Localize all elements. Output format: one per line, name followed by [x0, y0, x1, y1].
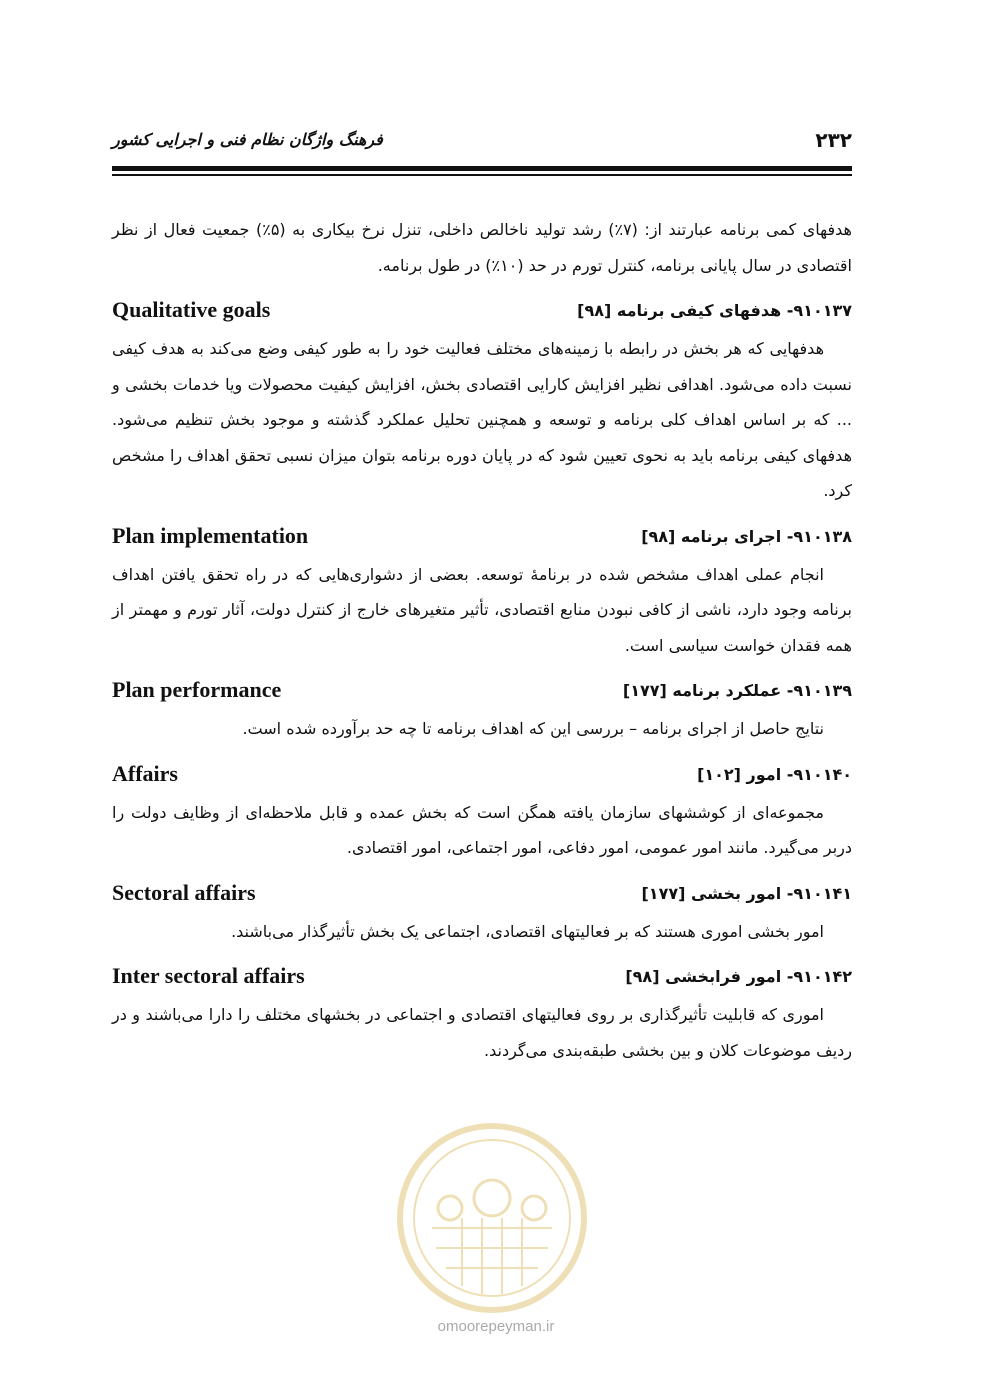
- term-persian: ۹۱۰۱۳۷- هدفهای کیفی برنامه [۹۸]: [577, 301, 852, 320]
- glossary-entry: [112, 961, 852, 1068]
- term-english: Inter sectoral affairs: [112, 963, 305, 988]
- term-english: Sectoral affairs: [112, 879, 256, 905]
- term-definition: انجام عملی اهداف مشخص شده در برنامۀ توسعه. بعضی از دشواری‌هایی که در راه تحقق یافتن اهداف برنامه وجود دارد، ناشی از کافی نبودن منابع اقتصادی، تأثیر متغیرهای خارج از کنترل دولت، آثار تورم و مهمتر از همه فقدان خواست سیاسی است.: [112, 564, 852, 655]
- page-header: [112, 128, 852, 164]
- entry-heading: [112, 759, 852, 795]
- watermark-site-url: omoorepeyman.ir: [437, 1318, 555, 1335]
- page-content: [112, 212, 852, 1068]
- header-rule-thick: [112, 166, 852, 171]
- intro-paragraph: هدفهای کمی برنامه عبارتند از: (۷٪) رشد تولید ناخالص داخلی، تنزل نرخ بیکاری به (۵٪) جمعیت فعال از نظر اقتصادی در سال پایانی برنامه، کنترل تورم در حد (۱۰٪) در طول برنامه.: [112, 220, 852, 275]
- header-rule-thin: [112, 174, 852, 176]
- term-persian: ۹۱۰۱۳۹- عملکرد برنامه [۱۷۷]: [622, 681, 852, 700]
- watermark-seal-icon: [392, 1118, 592, 1318]
- glossary-entry: [112, 878, 852, 950]
- entry-heading: [112, 295, 852, 331]
- entry-heading: [112, 878, 852, 914]
- term-persian: ۹۱۰۱۴۰- امور [۱۰۲]: [697, 764, 852, 784]
- term-definition: مجموعه‌ای از کوششهای سازمان یافته همگن است که بخش عمده و قابل ملاحظه‌ای از وظایف دولت را دربر می‌گیرد. مانند امور عمومی، امور دفاعی، امور اجتماعی، امور اقتصادی.: [112, 802, 852, 857]
- term-persian: ۹۱۰۱۳۸- اجرای برنامه [۹۸]: [641, 526, 852, 546]
- term-definition: امور بخشی اموری هستند که بر فعالیتهای اقتصادی، اجتماعی یک بخش تأثیرگذار می‌باشند.: [231, 921, 824, 941]
- book-title: فرهنگ واژگان نظام فنی و اجرایی کشور: [112, 130, 383, 149]
- page-number: ۲۳۲: [815, 128, 852, 152]
- term-definition: اموری که قابلیت تأثیرگذاری بر روی فعالیتهای اقتصادی و اجتماعی در بخشهای مختلف را دارا می‌باشند و در ردیف موضوعات کلان و بین بخشی طبقه‌بندی می‌گردند.: [112, 1005, 852, 1060]
- term-persian: ۹۱۰۱۴۱- امور بخشی [۱۷۷]: [641, 883, 852, 903]
- term-english: Affairs: [112, 760, 178, 786]
- term-definition: نتایج حاصل از اجرای برنامه – بررسی این که اهداف برنامه تا چه حد برآورده شده است.: [242, 719, 824, 738]
- glossary-entry: [112, 759, 852, 866]
- glossary-entry: [112, 521, 852, 664]
- term-definition: هدفهایی که هر بخش در رابطه با زمینه‌های مختلف فعالیت خود را به طور کیفی وضع می‌کند به هدف کیفی نسبت داده می‌شود. اهدافی نظیر افزایش کارایی اقتصادی بخش، افزایش کیفیت محصولات ویا خدمات بخشی و ... که بر اساس اهداف کلی برنامه و توسعه و همچنین تحلیل عملکرد گذشته و موجود بخش تنظیم می‌شود. هدفهای کیفی برنامه باید به نحوی تعیین شود که در پایان دوره برنامه بتوان میزان نسبی تحقق اهداف را مشخص کرد.: [112, 339, 852, 500]
- term-english: Plan implementation: [112, 522, 309, 548]
- term-english: Qualitative goals: [112, 297, 271, 322]
- glossary-entry: [112, 295, 852, 509]
- term-persian: ۹۱۰۱۴۲- امور فرابخشی [۹۸]: [625, 967, 852, 986]
- entry-heading: [112, 675, 852, 711]
- entry-heading: [112, 961, 852, 997]
- entry-heading: [112, 521, 852, 557]
- term-english: Plan performance: [112, 677, 282, 702]
- glossary-entry: [112, 675, 852, 747]
